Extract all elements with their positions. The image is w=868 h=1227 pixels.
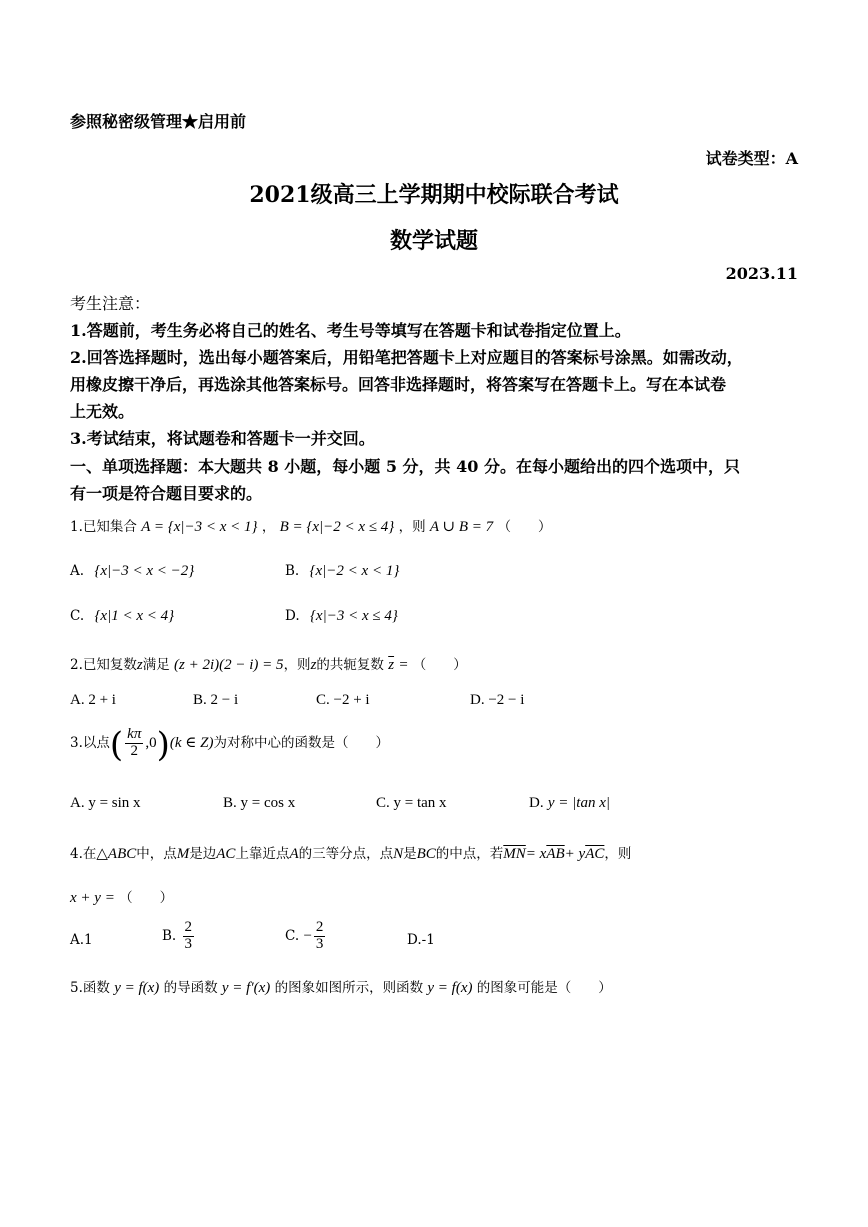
q1-option-c-label: C. — [70, 608, 85, 624]
notes-heading: 考生注意： — [70, 294, 151, 313]
q1-separator: ， — [261, 519, 276, 535]
q3-option-c[interactable]: C. y = tan x — [376, 795, 447, 811]
q5-derivative: y = f′(x) — [221, 980, 271, 996]
q4-option-c-sign: − — [303, 927, 312, 944]
q5-function-f-2: y = f(x) — [427, 980, 473, 996]
q2-tail: ，则 — [283, 657, 311, 673]
q1-option-c[interactable] — [70, 608, 174, 625]
q4-option-b-denominator: 3 — [184, 935, 193, 952]
q2-conjugate-text: 的共轭复数 — [316, 657, 384, 673]
q4-triangle: △ABC — [96, 846, 137, 862]
q4-vector-mn: $\overline{MN}$ — [503, 846, 526, 862]
q5-text-3: 的图象可能是（ ） — [476, 980, 612, 996]
q3-option-d[interactable] — [529, 795, 610, 812]
q4-plus-y: + y — [564, 846, 586, 862]
q4-eq-x: = x — [525, 846, 547, 862]
q3-condition: (k ∈ Z) — [169, 735, 214, 751]
question-5 — [70, 976, 612, 997]
q4-x-plus-y: x + y = — [70, 890, 115, 906]
q3-option-b[interactable]: B. y = cos x — [223, 795, 296, 811]
q4-option-c-denominator: 3 — [315, 935, 324, 952]
q2-option-a[interactable]: A. 2 + i — [70, 692, 116, 708]
exam-title: 2021级高三上学期期中校际联合考试 — [249, 182, 619, 208]
q1-then: ，则 — [398, 519, 426, 535]
q5-prefix: 5.函数 — [70, 980, 110, 996]
question-3 — [70, 725, 389, 765]
q2-prefix: 2.已知复数 — [70, 657, 137, 673]
q4-option-c-label: C. — [285, 927, 300, 944]
q2-option-c[interactable]: C. −2 + i — [316, 692, 370, 708]
q4-option-c-numerator: 2 — [315, 919, 324, 935]
q4-text-7: ，则 — [604, 846, 632, 862]
q3-fraction-numerator: kπ — [127, 726, 142, 743]
q3-option-d-label: D. — [529, 795, 544, 811]
q4-option-b-fraction — [183, 920, 195, 953]
q3-right-paren: ) — [156, 725, 170, 765]
q1-option-b-text: {x|−2 < x < 1} — [309, 563, 400, 579]
note-3: 3.考试结束，将试题卷和答题卡一并交回。 — [70, 429, 375, 448]
q3-left-paren: ( — [109, 725, 124, 765]
q2-equation: (z + 2i)(2 − i) = 5 — [174, 657, 284, 673]
q4-prefix: 4.在 — [70, 846, 97, 862]
q5-text-1: 的导函数 — [163, 980, 218, 996]
section-1-line-2: 有一项是符合题目要求的。 — [70, 484, 263, 503]
exam-subtitle: 数学试题 — [389, 228, 478, 254]
q3-fraction — [125, 727, 143, 760]
q4-text-4: 的三等分点，点 — [298, 846, 394, 862]
note-2-line-3: 上无效。 — [70, 402, 135, 421]
q1-option-d-text: {x|−3 < x ≤ 4} — [309, 608, 398, 624]
q3-fraction-denominator: 2 — [130, 743, 138, 759]
q1-set-b: B = {x|−2 < x ≤ 4} — [279, 519, 395, 535]
q1-option-b[interactable] — [285, 563, 399, 580]
q2-variable-z-2: z — [310, 657, 317, 673]
q3-option-d-text: y = |tan x| — [547, 795, 610, 811]
q3-suffix: 为对称中心的函数是（ ） — [213, 735, 389, 751]
section-1-line-1: 一、单项选择题：本大题共 8 小题，每小题 5 分，共 40 分。在每小题给出的四个选项中，只 — [70, 457, 740, 476]
q2-equals: = — [398, 657, 409, 673]
q4-text-3: 上靠近点 — [235, 846, 290, 862]
q1-option-a[interactable] — [70, 563, 194, 580]
q4-text-5: 是 — [403, 846, 417, 862]
question-1 — [70, 515, 551, 536]
q4-option-b-numerator: 2 — [184, 919, 193, 935]
q2-mid: 满足 — [142, 657, 170, 673]
note-2-line-2: 用橡皮擦干净后，再选涂其他答案标号。回答非选择题时，将答案写在答题卡上。写在本试卷 — [70, 375, 727, 394]
q4-option-a[interactable]: A.1 — [70, 932, 93, 948]
q4-point-a: A — [289, 846, 299, 862]
q4-point-m: M — [176, 846, 190, 862]
note-1: 1.答题前，考生务必将自己的姓名、考生号等填写在答题卡和试卷指定位置上。 — [70, 321, 631, 340]
question-4 — [70, 842, 631, 863]
q1-option-d[interactable] — [285, 608, 398, 625]
q1-option-a-label: A. — [70, 563, 85, 579]
q2-variable-z: z — [136, 657, 143, 673]
q4-option-c-fraction — [314, 920, 326, 953]
q1-set-a: A = {x|−3 < x < 1} — [141, 519, 258, 535]
q1-prefix: 1.已知集合 — [70, 519, 137, 535]
q4-edge-ac: AC — [216, 846, 236, 862]
q4-edge-bc: BC — [416, 846, 436, 862]
q4-option-c[interactable] — [285, 920, 327, 953]
exam-date: 2023.11 — [725, 264, 798, 283]
secret-level: 参照秘密级管理★启用前 — [70, 112, 247, 131]
q1-option-d-label: D. — [285, 608, 300, 624]
q3-option-a[interactable]: A. y = sin x — [70, 795, 141, 811]
q4-answer-paren: （ ） — [119, 890, 174, 906]
note-2-line-1: 2.回答选择题时，选出每小题答案后，用铅笔把答题卡上对应题目的答案标号涂黑。如需改动， — [70, 348, 743, 367]
q1-answer-paren: （ ） — [497, 519, 552, 535]
q4-option-b-label: B. — [162, 927, 177, 944]
q2-option-b[interactable]: B. 2 − i — [193, 692, 239, 708]
q4-vector-ac: $\overline{AC}$ — [585, 846, 605, 862]
q1-option-b-label: B. — [285, 563, 300, 579]
q4-option-d[interactable]: D.-1 — [407, 932, 435, 948]
q1-option-a-text: {x|−3 < x < −2} — [94, 563, 195, 579]
paper-type: 试卷类型：A — [705, 149, 798, 168]
q4-text-2: 是边 — [189, 846, 217, 862]
q5-text-2: 的图象如图所示，则函数 — [274, 980, 424, 996]
question-2 — [70, 653, 467, 674]
q2-z-bar: $\overline{z}$ — [388, 657, 395, 673]
q3-point-tail: ,0 — [145, 735, 157, 751]
q4-vector-ab: $\overline{AB}$ — [546, 846, 565, 862]
q4-option-b[interactable] — [162, 920, 196, 953]
q2-option-d[interactable]: D. −2 − i — [470, 692, 525, 708]
q4-text-6: 的中点，若 — [435, 846, 504, 862]
q1-expression: A ∪ B = 7 — [429, 519, 494, 535]
q4-text-1: 中，点 — [136, 846, 177, 862]
q5-function-f: y = f(x) — [114, 980, 160, 996]
q1-option-c-text: {x|1 < x < 4} — [94, 608, 175, 624]
q3-prefix: 3.以点 — [70, 735, 110, 751]
q2-answer-paren: （ ） — [412, 657, 467, 673]
q4-point-n: N — [393, 846, 404, 862]
q4-line-2 — [70, 886, 173, 907]
